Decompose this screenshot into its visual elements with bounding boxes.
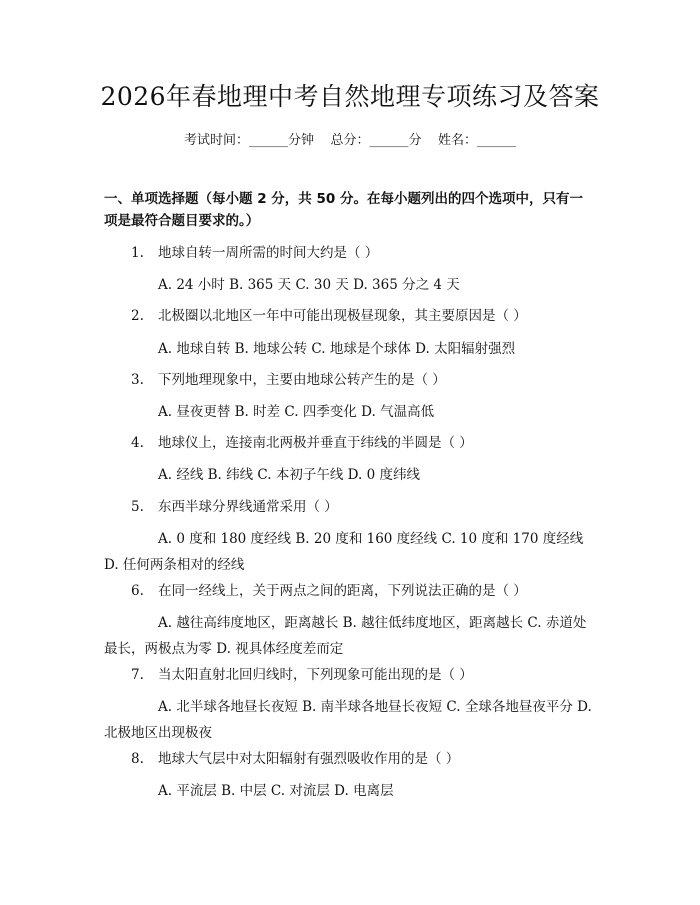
question-text: 地球自转一周所需的时间大约是（ ） [158, 245, 379, 261]
question-options: A. 地球自转 B. 地球公转 C. 地球是个球体 D. 太阳辐射强烈 [158, 341, 516, 357]
question-number: 8. [131, 751, 144, 767]
question-stem [131, 370, 601, 390]
question-number: 6. [131, 583, 144, 599]
question-number: 4. [131, 435, 144, 451]
question-number: 3. [131, 372, 144, 388]
exam-info-line: 考试时间：______分钟 总分：______分 姓名：______ [183, 133, 517, 148]
question-stem [131, 243, 601, 263]
question-text: 当太阳直射北回归线时，下列现象可能出现的是（ ） [158, 667, 473, 683]
question-text: 在同一经线上，关于两点之间的距离，下列说法正确的是（ ） [158, 583, 527, 599]
page-title: 2026年春地理中考自然地理专项练习及答案 [100, 82, 600, 111]
question-options: A. 平流层 B. 中层 C. 对流层 D. 电离层 [158, 783, 394, 799]
question-text: 北极圈以北地区一年中可能出现极昼现象，其主要原因是（ ） [158, 308, 527, 324]
question-stem [131, 306, 601, 326]
question-stem [131, 749, 601, 769]
question-options: A. 0 度和 180 度经线 B. 20 度和 160 度经线 C. 10 度和 170 度经线 D. 任何两条相对的经线 [104, 531, 584, 573]
question-stem [131, 497, 601, 517]
question-options: A. 24 小时 B. 365 天 C. 30 天 D. 365 分之 4 天 [158, 277, 460, 293]
question-number: 1. [131, 245, 144, 261]
question-stem [131, 665, 601, 685]
section-heading: 一、单项选择题（每小题 2 分，共 50 分。在每小题列出的四个选项中，只有一项是最符合题目要求的。） [104, 191, 583, 229]
question-text: 地球大气层中对太阳辐射有强烈吸收作用的是（ ） [158, 751, 460, 767]
question-options: A. 昼夜更替 B. 时差 C. 四季变化 D. 气温高低 [158, 404, 435, 420]
question-number: 7. [131, 667, 144, 683]
question-options: A. 越往高纬度地区，距离越长 B. 越往低纬度地区，距离越长 C. 赤道处最长，两极点为零 D. 视具体经度差而定 [104, 615, 587, 657]
question-stem [131, 433, 601, 453]
question-options: A. 经线 B. 纬线 C. 本初子午线 D. 0 度纬线 [158, 467, 420, 483]
question-number: 5. [131, 499, 144, 515]
question-text: 东西半球分界线通常采用（ ） [158, 499, 338, 515]
question-text: 地球仪上，连接南北两极并垂直于纬线的半圆是（ ） [158, 435, 473, 451]
question-text: 下列地理现象中，主要由地球公转产生的是（ ） [158, 372, 446, 388]
question-options: A. 北半球各地昼长夜短 B. 南半球各地昼长夜短 C. 全球各地昼夜平分 D. 北极地区出现极夜 [104, 699, 592, 741]
question-number: 2. [131, 308, 144, 324]
question-stem [131, 581, 601, 601]
